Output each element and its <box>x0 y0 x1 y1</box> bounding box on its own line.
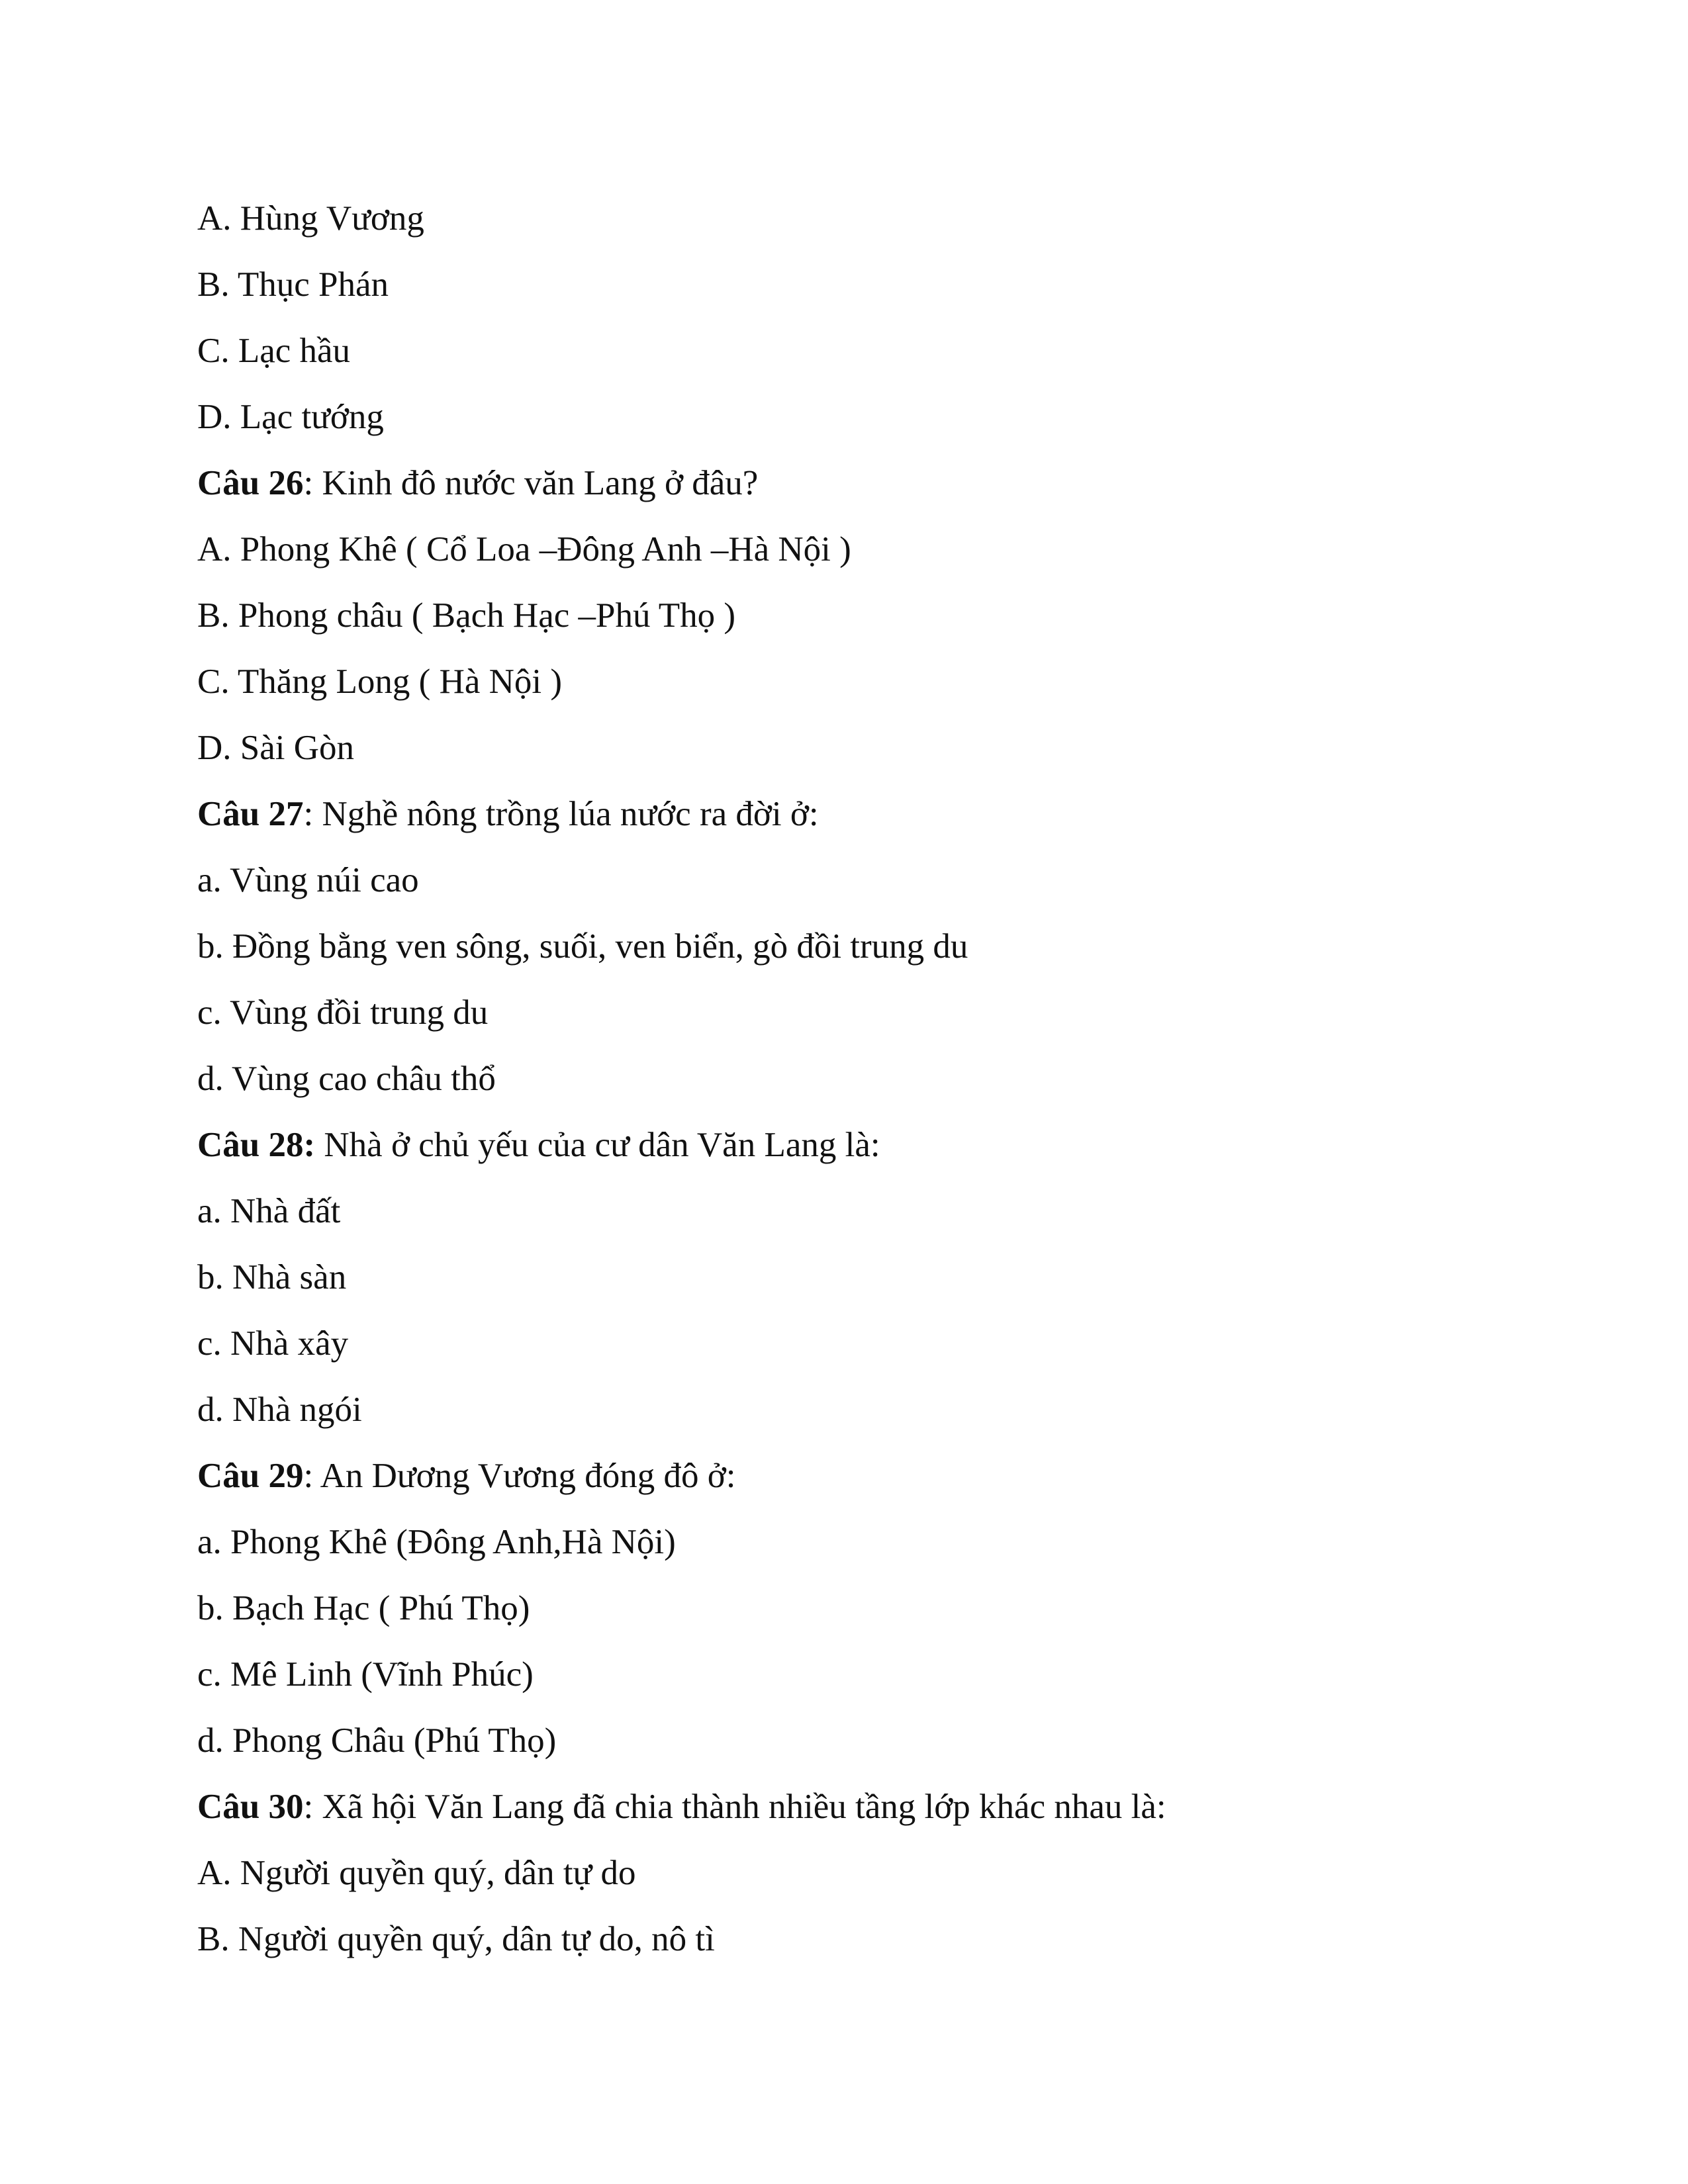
answer-option: A. Người quyền quý, dân tự do <box>197 1854 636 1892</box>
question-number: Câu 29 <box>197 1457 304 1495</box>
question-number: Câu 28: <box>197 1126 316 1164</box>
answer-option: c. Vùng đồi trung du <box>197 993 489 1032</box>
answer-option: a. Vùng núi cao <box>197 861 419 899</box>
answer-option: c. Nhà xây <box>197 1324 349 1363</box>
answer-option: B. Người quyền quý, dân tự do, nô tì <box>197 1920 715 1958</box>
question-28 <box>197 1118 1495 1185</box>
answer-option: D. Lạc tướng <box>197 398 384 436</box>
question-number: Câu 26 <box>197 464 304 502</box>
answer-option: d. Phong Châu (Phú Thọ) <box>197 1721 557 1760</box>
quiz-content <box>197 192 1495 1979</box>
question-27 <box>197 788 1495 854</box>
answer-option: a. Nhà đất <box>197 1192 341 1230</box>
answer-option: A. Hùng Vương <box>197 199 424 238</box>
answer-option: A. Phong Khê ( Cổ Loa –Đông Anh –Hà Nội ) <box>197 530 851 569</box>
question-number: Câu 30 <box>197 1788 304 1826</box>
question-30 <box>197 1780 1495 1846</box>
question-text: : Kinh đô nước văn Lang ở đâu? <box>303 464 759 502</box>
answer-option: b. Đồng bằng ven sông, suối, ven biển, gò đồi trung du <box>197 927 968 966</box>
question-29 <box>197 1449 1495 1516</box>
answer-option: C. Thăng Long ( Hà Nội ) <box>197 662 563 701</box>
question-text: : An Dương Vương đóng đô ở: <box>303 1457 736 1495</box>
answer-option: B. Phong châu ( Bạch Hạc –Phú Thọ ) <box>197 596 736 635</box>
answer-option: d. Vùng cao châu thổ <box>197 1060 496 1098</box>
answer-option: d. Nhà ngói <box>197 1390 362 1429</box>
answer-option: D. Sài Gòn <box>197 729 355 767</box>
question-26 <box>197 457 1495 523</box>
answer-option: B. Thục Phán <box>197 265 389 304</box>
question-number: Câu 27 <box>197 795 304 833</box>
question-text: : Nghề nông trồng lúa nước ra đời ở: <box>303 795 819 833</box>
answer-option: a. Phong Khê (Đông Anh,Hà Nội) <box>197 1523 676 1561</box>
question-text: Nhà ở chủ yếu của cư dân Văn Lang là: <box>315 1126 880 1164</box>
answer-option: C. Lạc hầu <box>197 332 351 370</box>
answer-option: b. Nhà sàn <box>197 1258 347 1297</box>
answer-option: b. Bạch Hạc ( Phú Thọ) <box>197 1589 530 1627</box>
answer-option: c. Mê Linh (Vĩnh Phúc) <box>197 1655 534 1694</box>
question-text: : Xã hội Văn Lang đã chia thành nhiều tầng lớp khác nhau là: <box>303 1788 1166 1826</box>
